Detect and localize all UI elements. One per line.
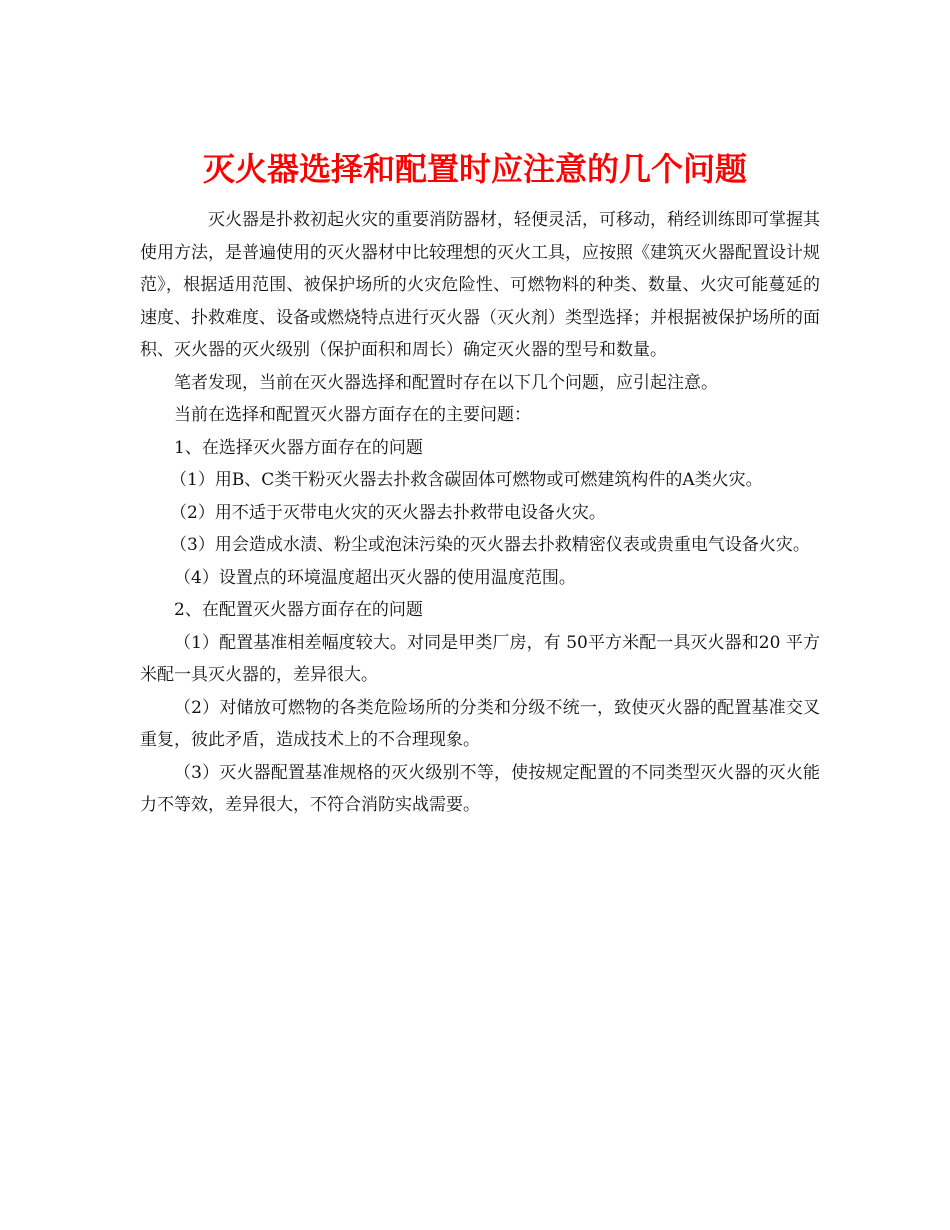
- section-1-heading: 1、在选择灭火器方面存在的问题: [174, 437, 423, 458]
- main-problems-heading: 当前在选择和配置灭火器方面存在的主要问题：: [174, 405, 531, 425]
- section-1-item-2: （2）用不适于灭带电火灾的灭火器去扑救带电设备火灾。: [170, 502, 606, 523]
- finding-paragraph: 笔者发现，当前在灭火器选择和配置时存在以下几个问题，应引起注意。: [174, 372, 718, 393]
- intro-paragraph: 灭火器是扑救初起火灾的重要消防器材，轻便灵活，可移动，稍经训练即可掌握其使用方法，是普遍使用的灭火器材中比较理想的灭火工具，应按照《建筑灭火器配置设计规范》，根据适用范围、被保护场所的火灾危险性、可燃物料的种类、数量、火灾可能蔓延的速度、扑救难度、设备或燃烧特点进行灭火器（灭火剂）类型选择；并根据被保护场所的面积、灭火器的灭火级别（保护面积和周长）确定灭火器的型号和数量。: [140, 210, 820, 360]
- section-1-item-4: （4）设置点的环境温度超出灭火器的使用温度范围。: [174, 567, 576, 588]
- document-body: [140, 204, 820, 822]
- section-1-item-1: （1）用B、C类干粉灭火器去扑救含碳固体可燃物或可燃建筑构件的A类火灾。: [170, 470, 763, 490]
- section-2-heading: 2、在配置灭火器方面存在的问题: [174, 600, 423, 620]
- section-2-item-2: （2）对储放可燃物的各类危险场所的分类和分级不统一，致使灭火器的配置基准交叉重复，彼此矛盾，造成技术上的不合理现象。: [140, 697, 820, 750]
- section-1-item-3: （3）用会造成水渍、粉尘或泡沫污染的灭火器去扑救精密仪表或贵重电气设备火灾。: [170, 535, 810, 555]
- section-2-item-1: （1）配置基准相差幅度较大。对同是甲类厂房，有 50平方米配一具灭火器和20 平方米配一具灭火器的，差异很大。: [140, 632, 820, 685]
- document-title: 灭火器选择和配置时应注意的几个问题: [202, 150, 747, 189]
- section-2-item-3: （3）灭火器配置基准规格的灭火级别不等，使按规定配置的不同类型灭火器的灭火能力不等效，差异很大，不符合消防实战需要。: [140, 762, 820, 815]
